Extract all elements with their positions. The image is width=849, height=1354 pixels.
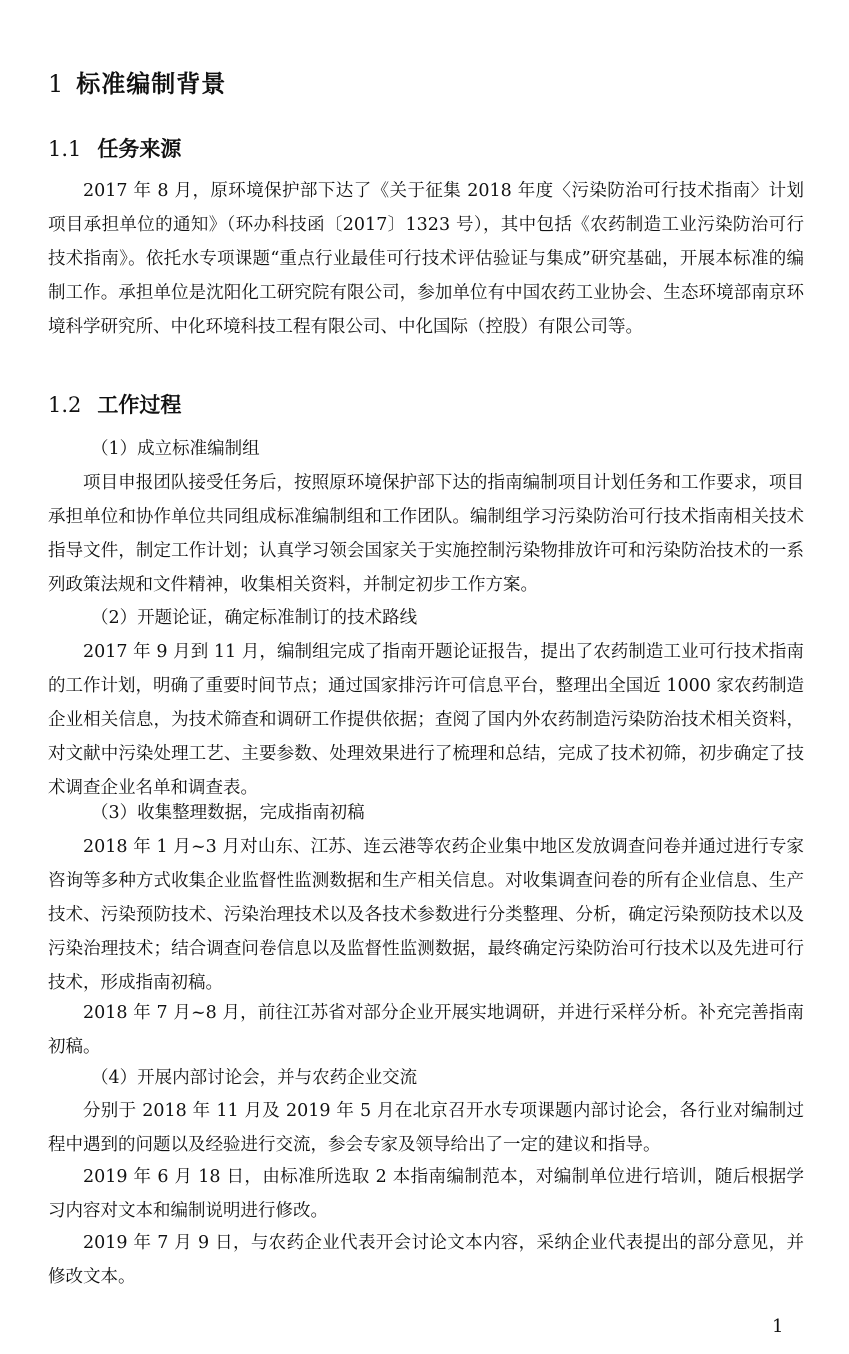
step-2-paragraph: 2017 年 9 月到 11 月，编制组完成了指南开题论证报告，提出了农药制造工业可行技术指南的工作计划，明确了重要时间节点；通过国家排污许可信息平台，整理出全国近 1000 家农药制造企业相关信息，为技术筛查和调研工作提供依据；查阅了国内外农药制造污染防治技术相关资料，对文献中污染处理工艺、主要参数、处理效果进行了梳理和总结，完成了技术初筛，初步确定了技术调查企业名单和调查表。 [48,642,804,798]
heading-1-1 [48,133,181,163]
step-3-paragraph-2: 2018 年 7 月~8 月，前往江苏省对部分企业开展实地调研，并进行采样分析。补充完善指南初稿。 [48,1003,804,1057]
step-4-title: （4）开展内部讨论会，并与农药企业交流 [91,1068,418,1088]
paragraph-task-source: 2017 年 8 月，原环境保护部下达了《关于征集 2018 年度〈污染防治可行技术指南〉计划项目承担单位的通知》（环办科技函〔2017〕1323 号），其中包括《农药制造工业污染防治可行技术指南》。依托水专项课题“重点行业最佳可行技术评估验证与集成”研究基础，开展本标准的编制工作。承担单位是沈阳化工研究院有限公司，参加单位有中国农药工业协会、生态环境部南京环境科学研究所、中化环境科技工程有限公司、中化国际（控股）有限公司等。 [48,181,804,337]
step-3-paragraph-1: 2018 年 1 月~3 月对山东、江苏、连云港等农药企业集中地区发放调查问卷并通过进行专家咨询等多种方式收集企业监督性监测数据和生产相关信息。对收集调查问卷的所有企业信息、生产技术、污染预防技术、污染治理技术以及各技术参数进行分类整理、分析，确定污染预防技术以及污染治理技术；结合调查问卷信息以及监督性监测数据，最终确定污染防治可行技术以及先进可行技术，形成指南初稿。 [48,837,804,993]
step-1-title: （1）成立标准编制组 [91,439,260,459]
heading-1-1-number: 1.1 [48,137,82,161]
step-4-paragraph-1: 分别于 2018 年 11 月及 2019 年 5 月在北京召开水专项课题内部讨论会，各行业对编制过程中遇到的问题以及经验进行交流，参会专家及领导给出了一定的建议和指导。 [48,1101,804,1155]
step-4-paragraph-2: 2019 年 6 月 18 日，由标准所选取 2 本指南编制范本，对编制单位进行培训，随后根据学习内容对文本和编制说明进行修改。 [48,1167,804,1221]
heading-1-1-title: 任务来源 [97,137,182,161]
step-3-title: （3）收集整理数据，完成指南初稿 [91,803,365,823]
page-number: 1 [772,1316,784,1337]
heading-1 [48,64,226,99]
step-2-title: （2）开题论证，确定标准制订的技术路线 [91,608,418,628]
heading-1-2 [48,389,181,419]
heading-1-2-title: 工作过程 [97,393,182,417]
step-4-paragraph-3: 2019 年 7 月 9 日，与农药企业代表开会讨论文本内容，采纳企业代表提出的部分意见，并修改文本。 [48,1233,804,1287]
heading-1-2-number: 1.2 [48,393,82,417]
heading-1-title: 标准编制背景 [76,70,227,98]
heading-1-number: 1 [48,70,65,98]
step-1-paragraph: 项目申报团队接受任务后，按照原环境保护部下达的指南编制项目计划任务和工作要求，项目承担单位和协作单位共同组成标准编制组和工作团队。编制组学习污染防治可行技术指南相关技术指导文件，制定工作计划；认真学习领会国家关于实施控制污染物排放许可和污染防治技术的一系列政策法规和文件精神，收集相关资料，并制定初步工作方案。 [48,473,804,595]
